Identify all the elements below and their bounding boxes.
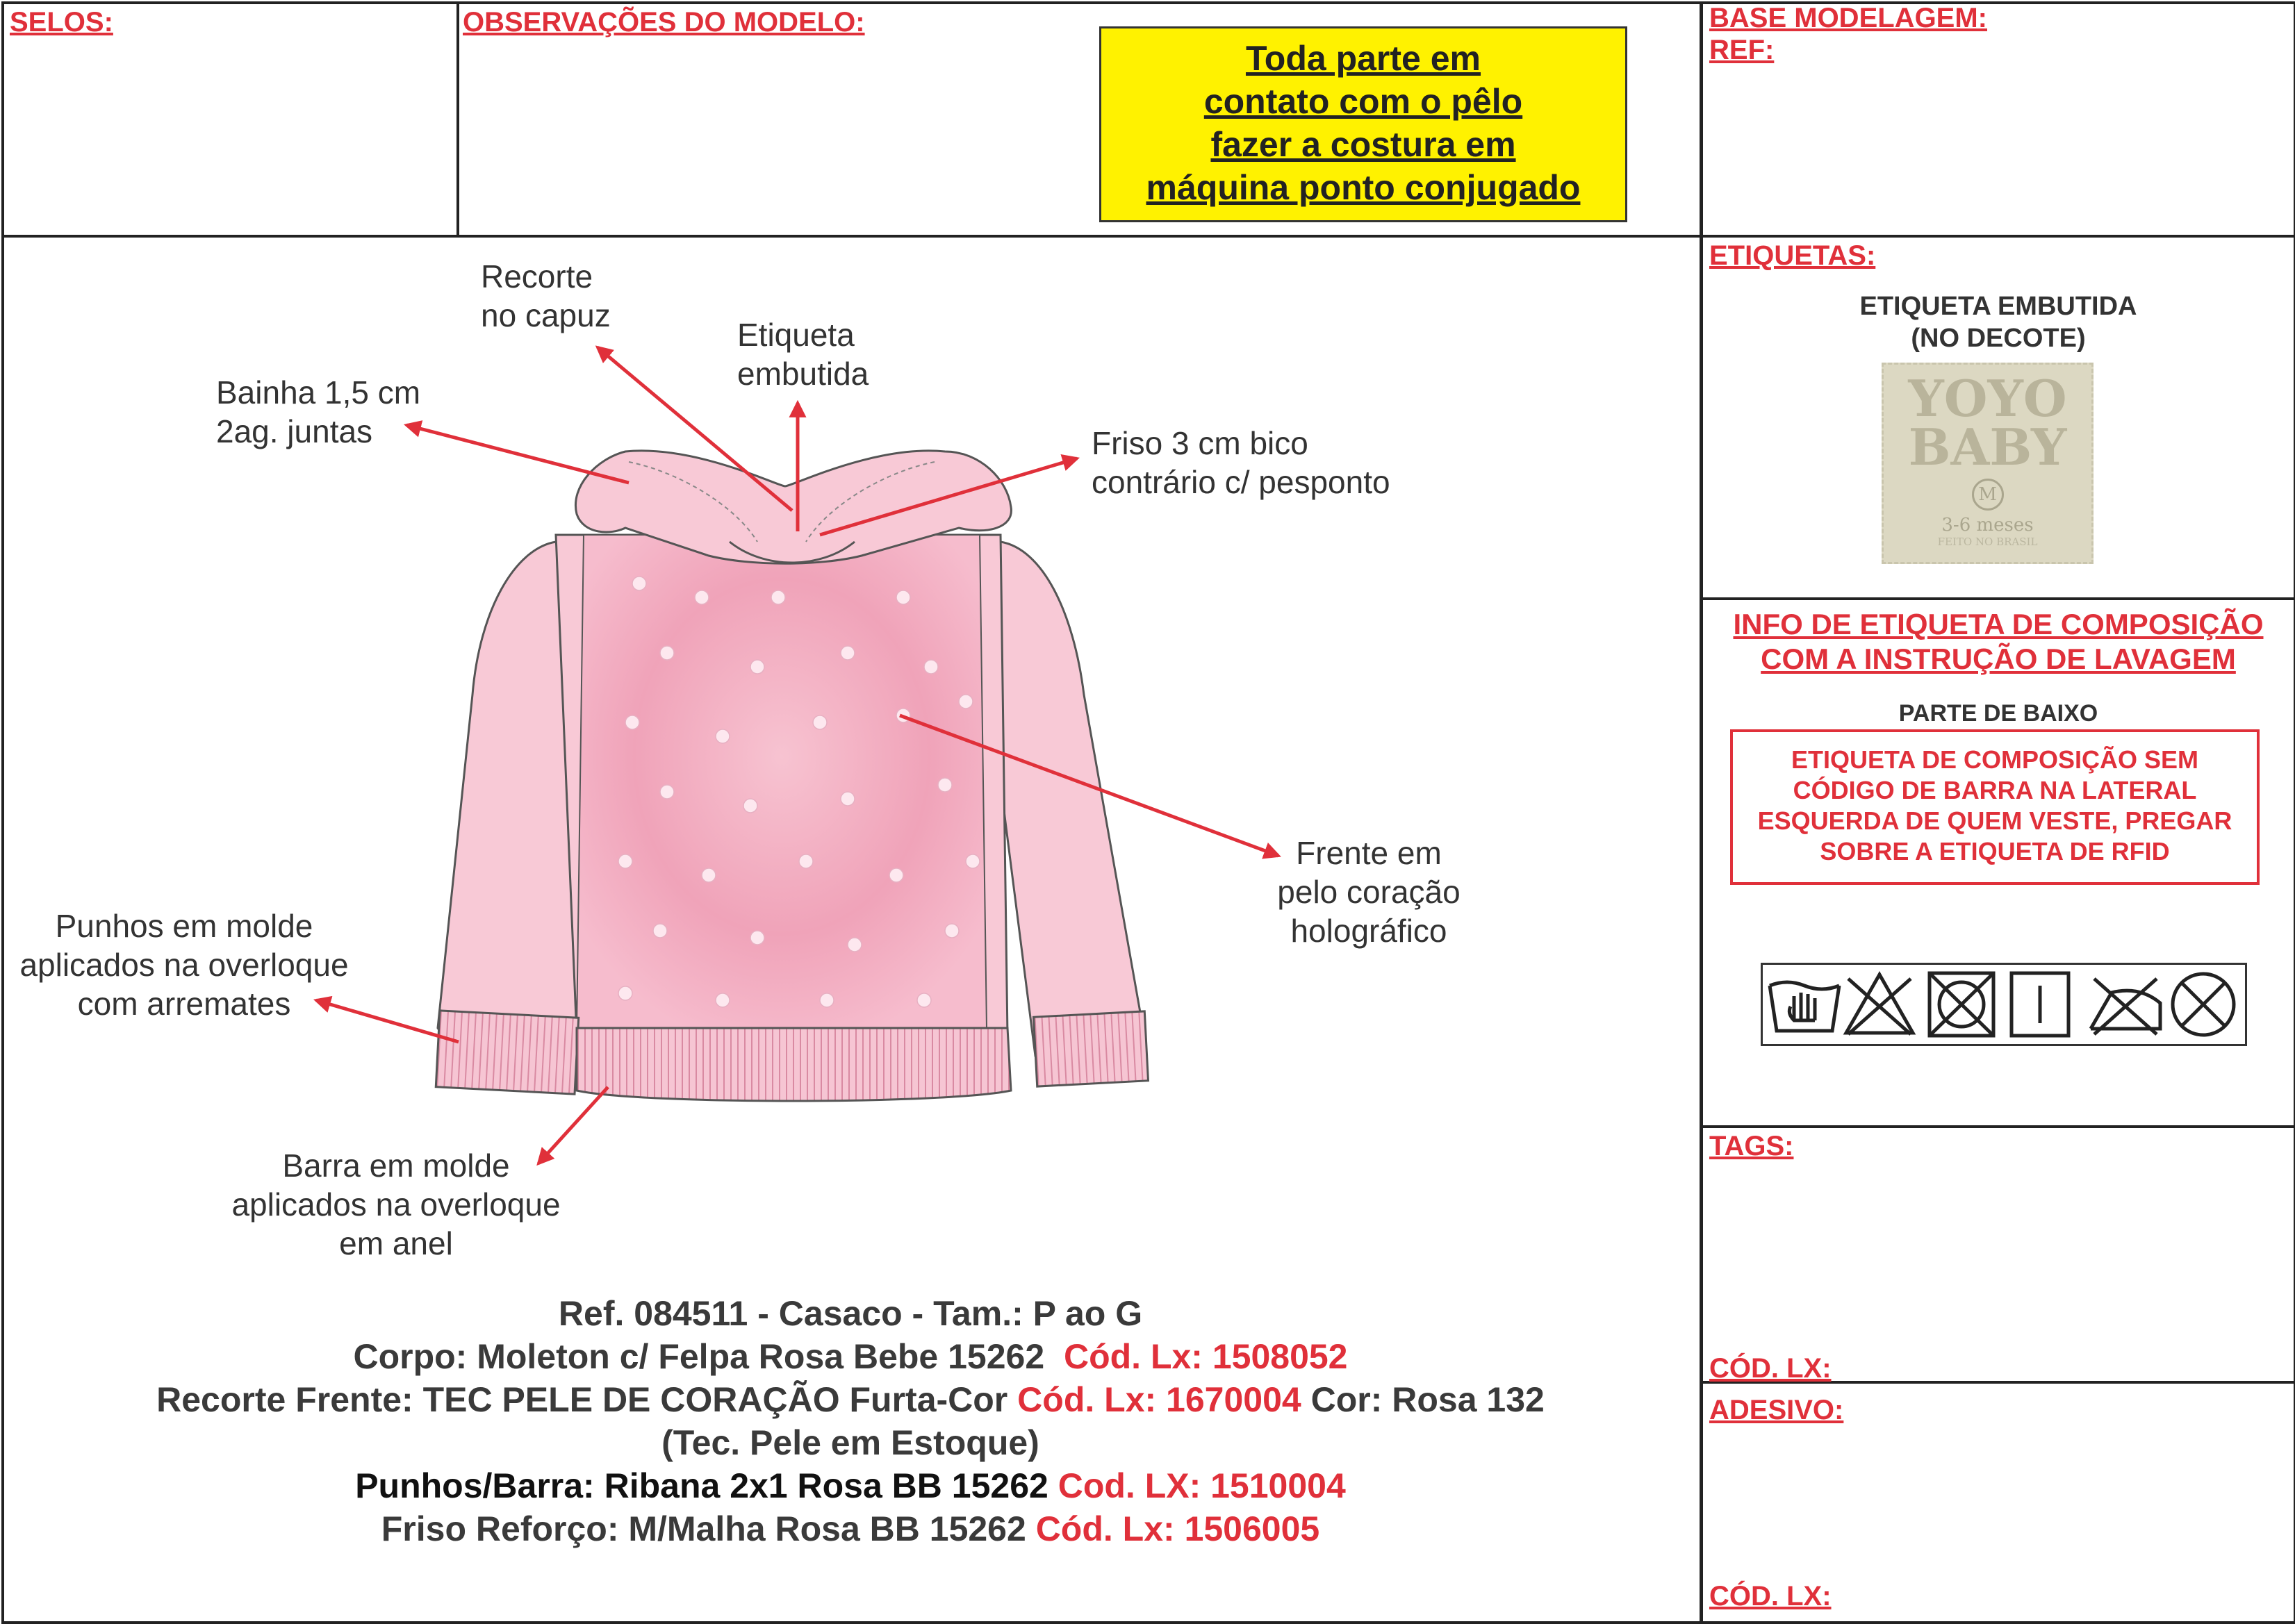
- cod-lx-label: CÓD. LX:: [1709, 1353, 1832, 1384]
- hand-wash-icon: [1770, 982, 1839, 1031]
- callout-friso: Friso 3 cm bico contrário c/ pesponto: [1092, 425, 1390, 500]
- callout-barra: Barra em molde aplicados na overloque em anel: [231, 1147, 561, 1261]
- etiqueta-title: ETIQUETA EMBUTIDA (NO DECOTE): [1859, 292, 2137, 353]
- age-range: 3-6 meses: [1941, 515, 2034, 536]
- yellow-note-box: [1099, 26, 1627, 222]
- fur-front: [577, 535, 987, 1028]
- care-symbols-box: [1761, 963, 2247, 1046]
- spec-friso-line: Friso Reforço: M/Malha Rosa BB 15262 Cód. Lx: 1506005: [381, 1509, 1320, 1548]
- parte-de-baixo: PARTE DE BAIXO: [1898, 700, 2098, 727]
- size-badge: M: [1972, 479, 2004, 511]
- right-cuff: [1033, 1011, 1148, 1086]
- brand-label-image: [1882, 363, 2094, 564]
- no-tumble-dry-icon: [1930, 973, 1993, 1036]
- callout-frente: Frente em pelo coração holográfico: [1277, 835, 1461, 949]
- spec-code: Cód. Lx: 1506005: [1035, 1509, 1320, 1548]
- callout-etiqueta-embutida: Etiqueta embutida: [737, 317, 869, 392]
- sidebar-row-line-1: [1700, 235, 2294, 238]
- no-dry-clean-icon: [2173, 974, 2234, 1035]
- observacoes-label: OBSERVAÇÕES DO MODELO:: [463, 7, 865, 38]
- sidebar-row-line-3: [1700, 1125, 2294, 1128]
- origin-text: FEITO NO BRASIL: [1937, 536, 2038, 548]
- spec-code: Cód. Lx: 1508052: [1063, 1337, 1348, 1376]
- left-cuff: [436, 1011, 578, 1094]
- callout-recorte-capuz: Recorte no capuz: [481, 258, 611, 333]
- yellow-note-line: máquina ponto conjugado: [1146, 168, 1581, 207]
- composicao-note-box: ETIQUETA DE COMPOSIÇÃO SEM CÓDIGO DE BARRA NA LATERAL ESQUERDA DE QUEM VESTE, PREGAR SOBRE A ETIQUETA DE RFID: [1730, 729, 2260, 885]
- brand-name: YOYO: [1908, 369, 2067, 428]
- adesivo-label: ADESIVO:: [1709, 1395, 1844, 1425]
- cod-lx-label-2: CÓD. LX:: [1709, 1581, 1832, 1611]
- no-bleach-icon: [1846, 975, 1913, 1034]
- etiquetas-label: ETIQUETAS:: [1709, 240, 1876, 271]
- no-iron-icon: [2091, 979, 2160, 1034]
- sidebar-row-line-2: [1700, 597, 2294, 600]
- brand-name: BABY: [1908, 417, 2067, 477]
- spec-recorte-line: Recorte Frente: TEC PELE DE CORAÇÃO Furta-Cor Cód. Lx: 1670004 Cor: Rosa 132: [156, 1380, 1545, 1419]
- callout-punhos: Punhos em molde aplicados na overloque com arremates: [19, 908, 349, 1022]
- spec-corpo-line: Corpo: Moleton c/ Felpa Rosa Bebe 15262 Cód. Lx: 1508052: [353, 1337, 1348, 1376]
- arrow-bainha: [406, 425, 629, 483]
- tags-label: TAGS:: [1709, 1131, 1794, 1161]
- selos-label: SELOS:: [10, 7, 113, 38]
- line-dry-icon: [2012, 973, 2068, 1036]
- yellow-note-line: fazer a costura em: [1210, 125, 1516, 164]
- callout-bainha: Bainha 1,5 cm 2ag. juntas: [216, 374, 421, 449]
- info-composicao-title: INFO DE ETIQUETA DE COMPOSIÇÃO COM A INSTRUÇÃO DE LAVAGEM: [1733, 608, 2264, 675]
- waistband: [577, 1028, 1011, 1101]
- spec-estoque-line: (Tec. Pele em Estoque): [661, 1423, 1039, 1462]
- ref-label: REF:: [1709, 35, 1775, 65]
- spec-code: Cód. Lx: 1670004: [1017, 1380, 1301, 1419]
- selos-divider: [456, 1, 459, 238]
- spec-ref-line: Ref. 084511 - Casaco - Tam.: P ao G: [558, 1294, 1143, 1333]
- base-modelagem-label: BASE MODELAGEM:: [1709, 3, 1987, 33]
- spec-punhos-line: Punhos/Barra: Ribana 2x1 Rosa BB 15262 Cod. LX: 1510004: [355, 1466, 1346, 1505]
- spec-code: Cod. LX: 1510004: [1058, 1466, 1346, 1505]
- yellow-note-line: contato com o pêlo: [1203, 82, 1523, 121]
- yellow-note-line: Toda parte em: [1245, 39, 1481, 78]
